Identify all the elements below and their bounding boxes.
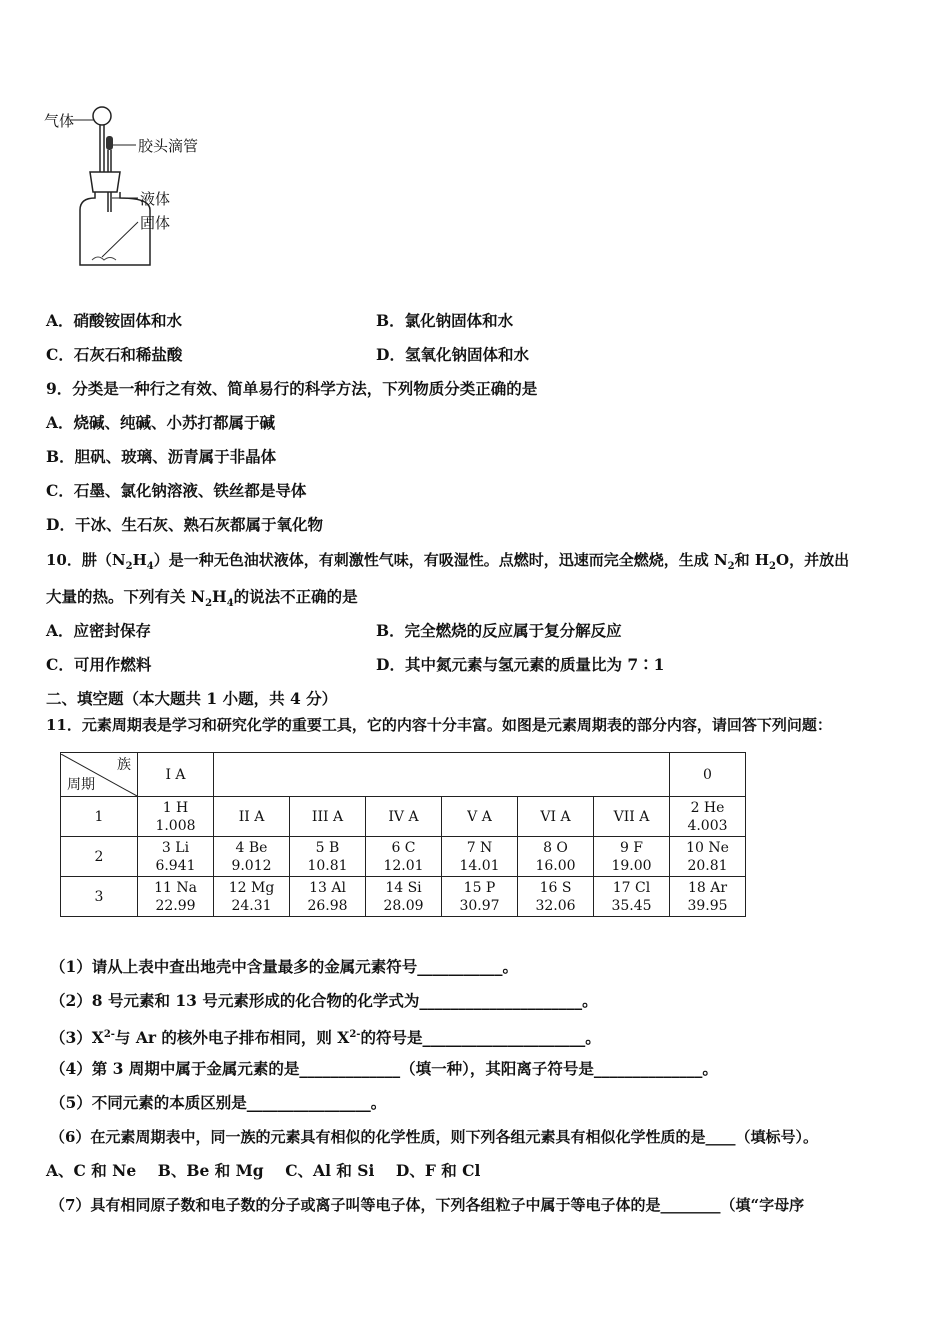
element-cell: 3 Li 6.941 <box>138 837 214 877</box>
periodic-table <box>60 752 746 917</box>
element-cell: 12 Mg 24.31 <box>214 877 290 917</box>
q8-option-c: C．石灰石和稀盐酸 <box>46 345 183 364</box>
q9-option-d: D．干冰、生石灰、熟石灰都属于氧化物 <box>46 515 323 534</box>
element-cell: 7 N 14.01 <box>442 837 518 877</box>
q10-stem-line1: 10．肼$(N_2H_4)$是一种无色油状液体，有刺激性气味，有吸湿性。点燃时，迅速而完全燃烧，生成 $N_2$和 $H_2O$，并放出 <box>46 551 850 572</box>
q10-option-a: A．应密封保存 <box>46 621 152 640</box>
q11-part6-options: A、C 和 Ne B、Be 和 Mg C、Al 和 Si D、F 和 Cl <box>46 1161 481 1180</box>
element-cell: 15 P 30.97 <box>442 877 518 917</box>
q11-part6: （6）在元素周期表中，同一族的元素具有相似的化学性质，则下列各组元素具有相似化学性质的是____（填标号）。 <box>50 1128 818 1146</box>
element-cell: 18 Ar 39.95 <box>670 877 746 917</box>
q10-option-d: D．其中氮元素与氢元素的质量比为 7∶1 <box>376 655 665 674</box>
element-cell: 13 Al 26.98 <box>290 877 366 917</box>
element-cell: 5 B 10.81 <box>290 837 366 877</box>
element-cell: 16 S 32.06 <box>518 877 594 917</box>
period-label: 1 <box>61 797 138 837</box>
element-cell: 11 Na 22.99 <box>138 877 214 917</box>
q11-stem: 11．元素周期表是学习和研究化学的重要工具，它的内容十分丰富。如图是元素周期表的部分内容，请回答下列问题： <box>46 716 832 734</box>
col-header-VIIA: VII A <box>594 797 670 837</box>
element-cell: 14 Si 28.09 <box>366 877 442 917</box>
q8-option-b: B．氯化钠固体和水 <box>376 311 514 330</box>
element-cell: 1 H 1.008 <box>138 797 214 837</box>
q11-part5: （5）不同元素的本质区别是________________。 <box>50 1093 387 1112</box>
q11-part7: （7）具有相同原子数和电子数的分子或离子叫等电子体，下列各组粒子中属于等电子体的是________（填“字母序 <box>50 1196 805 1214</box>
section-title: 二、填空题（本大题共 1 小题，共 4 分） <box>46 689 338 708</box>
element-cell: 6 C 12.01 <box>366 837 442 877</box>
element-cell: 10 Ne 20.81 <box>670 837 746 877</box>
period-label: 3 <box>61 877 138 917</box>
q10-stem-line2: 大量的热。下列有关 $N_2H_4$的说法不正确的是 <box>46 587 358 610</box>
apparatus-diagram <box>40 100 230 275</box>
col-header-VA: V A <box>442 797 518 837</box>
q10-option-c: C．可用作燃料 <box>46 655 152 674</box>
element-cell: 2 He 4.003 <box>670 797 746 837</box>
label-solid: 固体 <box>140 214 171 232</box>
col-header-IIA: II A <box>214 797 290 837</box>
q8-option-d: D．氢氧化钠固体和水 <box>376 345 529 364</box>
element-cell: 17 Cl 35.45 <box>594 877 670 917</box>
col-header-0: 0 <box>670 753 746 797</box>
q11-part1: （1）请从上表中查出地壳中含量最多的金属元素符号___________。 <box>50 957 519 976</box>
q9-option-c: C．石墨、氯化钠溶液、铁丝都是导体 <box>46 481 307 500</box>
period-label: 2 <box>61 837 138 877</box>
dropper-bulb <box>106 136 113 150</box>
q9-stem: 9．分类是一种行之有效、简单易行的科学方法，下列物质分类正确的是 <box>46 379 538 398</box>
element-cell: 8 O 16.00 <box>518 837 594 877</box>
col-header-VIA: VI A <box>518 797 594 837</box>
q9-option-b: B．胆矾、玻璃、沥青属于非晶体 <box>46 447 277 466</box>
label-liquid: 液体 <box>140 190 171 208</box>
label-gas: 气体 <box>44 112 75 130</box>
q11-part3: $(3)X^{2-}$与 Ar 的核外电子排布相同，则 $X^{2-}$的符号是_____________________。 <box>50 1028 601 1048</box>
element-cell: 9 F 19.00 <box>594 837 670 877</box>
q8-option-a: A．硝酸铵固体和水 <box>46 311 183 330</box>
label-dropper: 胶头滴管 <box>138 137 199 155</box>
q10-option-b: B．完全燃烧的反应属于复分解反应 <box>376 621 622 640</box>
col-header-IIIA: III A <box>290 797 366 837</box>
col-header-IVA: IV A <box>366 797 442 837</box>
col-header-IA: I A <box>138 753 214 797</box>
balloon-shape <box>93 107 111 125</box>
q11-part4: （4）第 3 周期中属于金属元素的是_____________（填一种），其阳离子符号是______________。 <box>50 1059 718 1078</box>
element-cell: 4 Be 9.012 <box>214 837 290 877</box>
q11-part2: （2）8 号元素和 13 号元素形成的化合物的化学式为_____________________。 <box>50 991 598 1010</box>
table-corner-header: 族 周期 <box>61 753 138 797</box>
stopper <box>90 172 120 192</box>
q9-option-a: A．烧碱、纯碱、小苏打都属于碱 <box>46 413 276 432</box>
